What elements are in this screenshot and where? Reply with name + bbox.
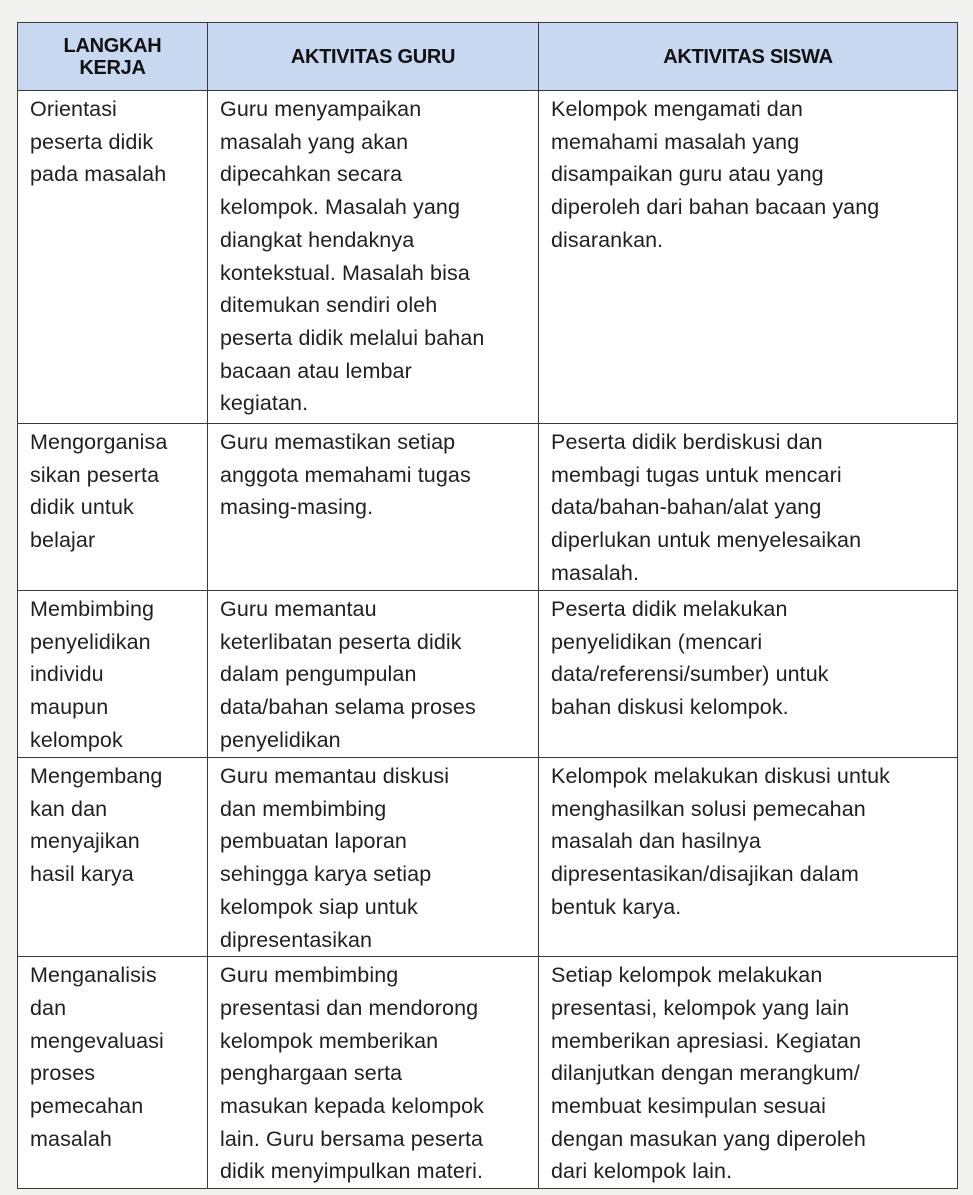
cell-langkah: Menganalisis dan mengevaluasi proses pemecahan masalah bbox=[18, 957, 208, 1189]
cell-langkah: Mengembang kan dan menyajikan hasil karya bbox=[18, 758, 208, 957]
cell-aktivitas-guru: Guru memantau diskusi dan membimbing pembuatan laporan sehingga karya setiap kelompok siap untuk dipresentasikan bbox=[208, 758, 539, 957]
table-body bbox=[18, 91, 958, 1189]
cell-langkah: Membimbing penyelidikan individu maupun kelompok bbox=[18, 591, 208, 758]
table-row bbox=[18, 591, 958, 758]
cell-aktivitas-siswa: Peserta didik berdiskusi dan membagi tugas untuk mencari data/bahan-bahan/alat yang diperlukan untuk menyelesaikan masalah. bbox=[539, 424, 958, 591]
cell-aktivitas-guru: Guru membimbing presentasi dan mendorong kelompok memberikan penghargaan serta masukan kepada kelompok lain. Guru bersama peserta didik menyimpulkan materi. bbox=[208, 957, 539, 1189]
header-aktivitas-siswa: AKTIVITAS SISWA bbox=[539, 23, 958, 91]
cell-aktivitas-siswa: Peserta didik melakukan penyelidikan (mencari data/referensi/sumber) untuk bahan diskusi kelompok. bbox=[539, 591, 958, 758]
learning-steps-table bbox=[17, 22, 958, 1189]
cell-langkah: Orientasi peserta didik pada masalah bbox=[18, 91, 208, 424]
table-row bbox=[18, 91, 958, 424]
cell-aktivitas-siswa: Kelompok melakukan diskusi untuk menghasilkan solusi pemecahan masalah dan hasilnya dipresentasikan/disajikan dalam bentuk karya. bbox=[539, 758, 958, 957]
cell-aktivitas-guru: Guru memantau keterlibatan peserta didik dalam pengumpulan data/bahan selama proses penyelidikan bbox=[208, 591, 539, 758]
table-row bbox=[18, 957, 958, 1189]
header-aktivitas-guru: AKTIVITAS GURU bbox=[208, 23, 539, 91]
table-row bbox=[18, 424, 958, 591]
cell-aktivitas-guru: Guru menyampaikan masalah yang akan dipecahkan secara kelompok. Masalah yang diangkat hendaknya kontekstual. Masalah bisa ditemukan sendiri oleh peserta didik melalui bahan bacaan atau lembar kegiatan. bbox=[208, 91, 539, 424]
header-row bbox=[18, 23, 958, 91]
cell-aktivitas-siswa: Setiap kelompok melakukan presentasi, kelompok yang lain memberikan apresiasi. Kegiatan dilanjutkan dengan merangkum/ membuat kesimpulan sesuai dengan masukan yang diperoleh dari kelompok lain. bbox=[539, 957, 958, 1189]
cell-langkah: Mengorganisa sikan peserta didik untuk belajar bbox=[18, 424, 208, 591]
cell-aktivitas-siswa: Kelompok mengamati dan memahami masalah yang disampaikan guru atau yang diperoleh dari bahan bacaan yang disarankan. bbox=[539, 91, 958, 424]
cell-aktivitas-guru: Guru memastikan setiap anggota memahami tugas masing-masing. bbox=[208, 424, 539, 591]
table-header bbox=[18, 23, 958, 91]
table-row bbox=[18, 758, 958, 957]
page-top-margin bbox=[0, 0, 973, 22]
header-langkah-kerja: LANGKAH KERJA bbox=[18, 23, 208, 91]
